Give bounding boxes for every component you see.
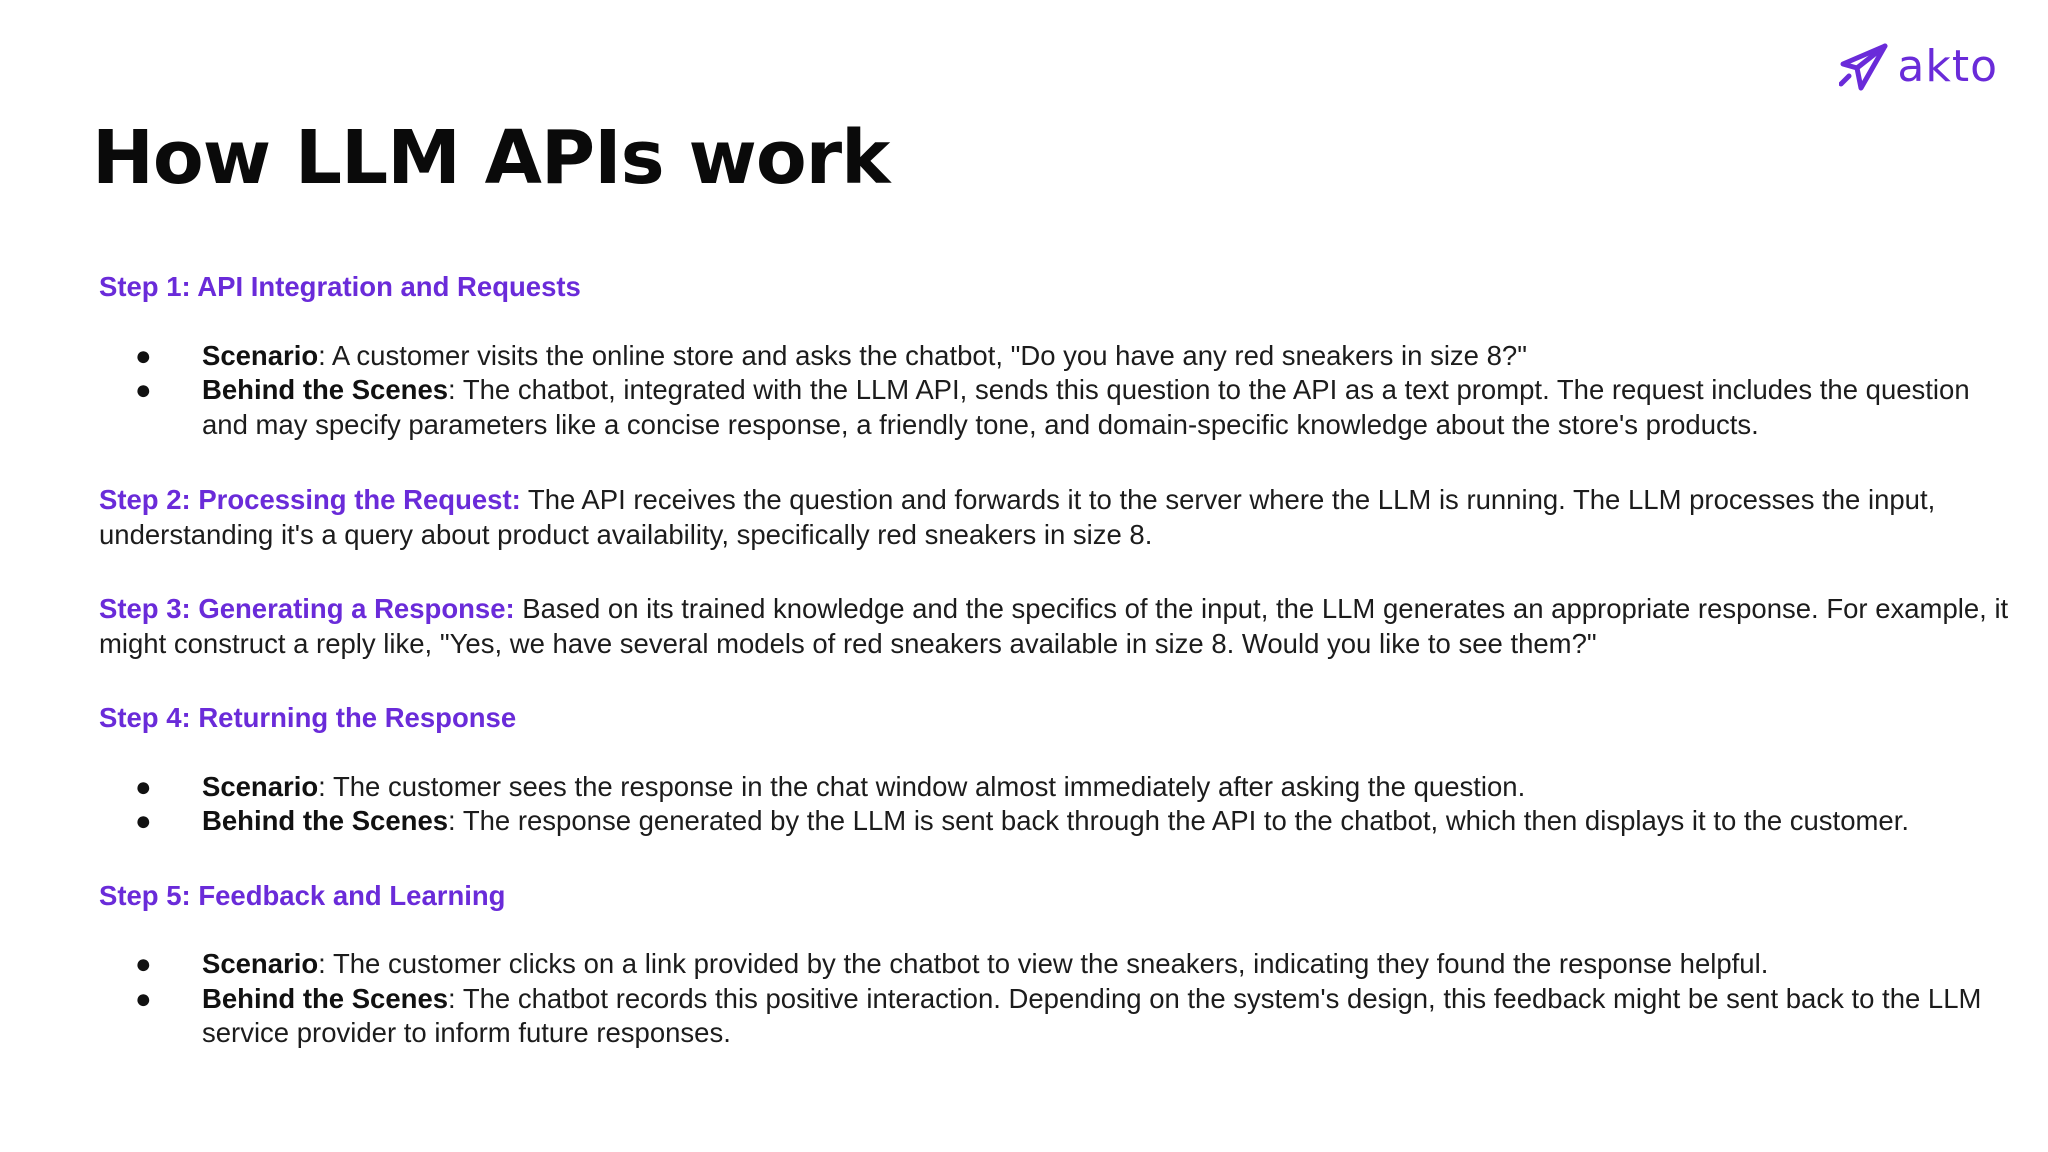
bullet-text: : The customer sees the response in the chat window almost immediately after asking the question. (318, 770, 1526, 802)
list-item (99, 947, 2014, 982)
bullet-label: Scenario (202, 948, 319, 979)
step-4-bullets (99, 770, 2014, 839)
step-1-bullets (99, 339, 2014, 443)
page-title: How LLM APIs work (92, 115, 890, 201)
step-4-heading: Step 4: Returning the Response (99, 702, 517, 733)
paper-plane-icon (1839, 42, 1889, 92)
bullet-icon: ● (135, 982, 152, 1014)
bullet-text: : The response generated by the LLM is sent back through the API to the chatbot, which then displays it to the customer. (448, 805, 1909, 836)
bullet-text: : The customer clicks on a link provided by the chatbot to view the sneakers, indicating they found the response helpful. (318, 948, 1769, 979)
step-3-paragraph (99, 592, 2014, 661)
list-item (99, 770, 2014, 805)
step-5-heading: Step 5: Feedback and Learning (99, 879, 506, 911)
slide-content (99, 270, 2014, 1051)
step-2-text: The API receives the question and forwards it to the server where the LLM is running. The LLM processes the input, understanding it's a query about product availability, specifically red sneakers in size 8. (99, 484, 1936, 550)
list-item (99, 373, 2014, 442)
bullet-text: : The chatbot records this positive interaction. Depending on the system's design, this feedback might be sent back to the LLM service provider to inform future responses. (202, 982, 1982, 1048)
step-1-heading: Step 1: API Integration and Requests (99, 271, 581, 302)
logo-text: akto (1897, 41, 1998, 92)
bullet-icon: ● (135, 770, 152, 802)
list-item (99, 804, 2014, 839)
akto-logo (1839, 42, 1998, 92)
bullet-icon: ● (135, 339, 152, 371)
bullet-label: Behind the Scenes (202, 982, 449, 1014)
bullet-text: : The chatbot, integrated with the LLM API, sends this question to the API as a text prompt. The request includes the question and may specify parameters like a concise response, a friendly tone, and domain-specific knowledge about the store's products. (202, 374, 1970, 440)
step-2-paragraph (99, 483, 2014, 552)
list-item (99, 982, 2014, 1051)
bullet-label: Behind the Scenes (202, 805, 449, 836)
step-3-text: Based on its trained knowledge and the specifics of the input, the LLM generates an appropriate response. For example, it might construct a reply like, "Yes, we have several models of red sneakers available in size 8. Would you like to see them?" (99, 593, 2009, 659)
step-3-heading: Step 3: Generating a Response: (99, 593, 515, 624)
bullet-text: : A customer visits the online store and asks the chatbot, "Do you have any red sneakers in size 8?" (318, 339, 1527, 371)
bullet-icon: ● (135, 805, 152, 836)
step-2-heading: Step 2: Processing the Request: (99, 484, 521, 515)
bullet-label: Scenario (202, 339, 319, 371)
bullet-icon: ● (135, 374, 152, 405)
bullet-label: Scenario (202, 770, 319, 802)
list-item (99, 339, 2014, 374)
step-5-bullets (99, 947, 2014, 1051)
bullet-label: Behind the Scenes (202, 374, 449, 405)
bullet-icon: ● (135, 948, 152, 979)
